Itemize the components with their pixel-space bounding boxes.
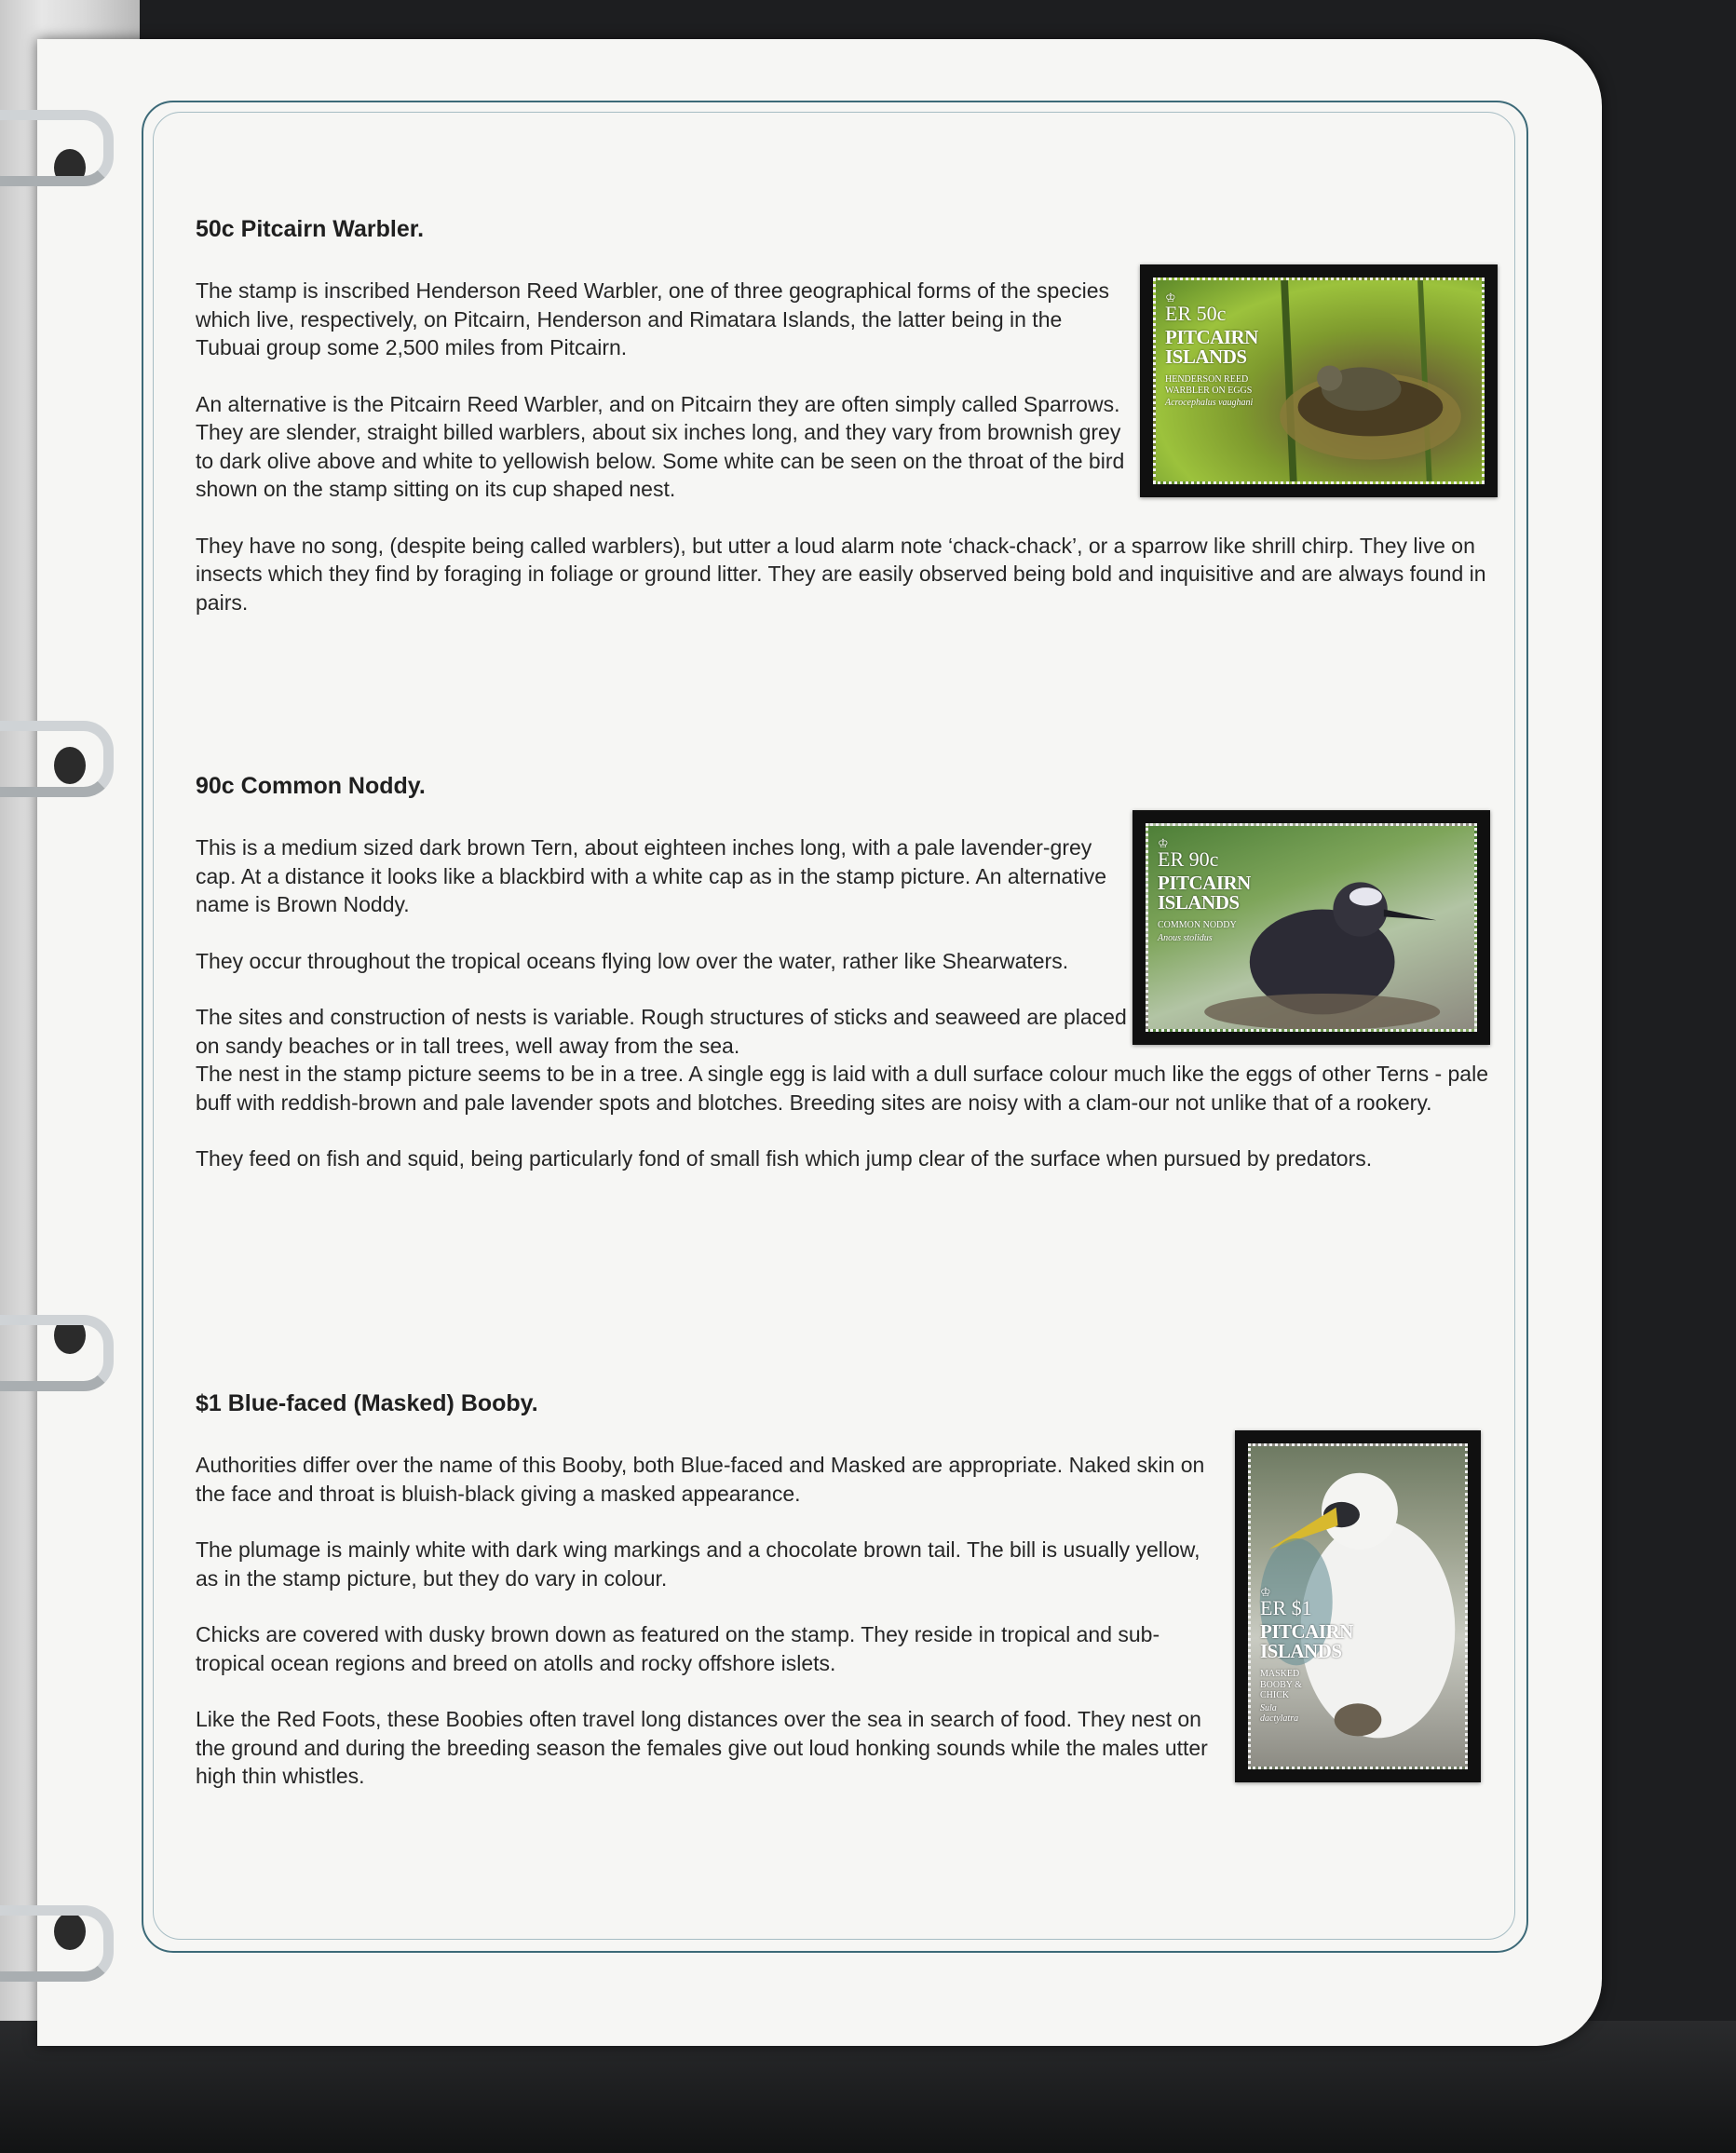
stamp-caption: COMMON NODDY [1158,920,1237,930]
paragraph: Like the Red Foots, these Boobies often travel long distances over the sea in search of food. They nest on the ground and during the breeding season the females give out loud honking sounds while the males utter high thin whistles. [196,1707,1208,1788]
stamp-warbler [1140,264,1498,497]
album-page [37,39,1602,2046]
paragraph: An alternative is the Pitcairn Reed Warbler, and on Pitcairn they are often simply called Sparrows. They are slender, straight billed warblers, about six inches long, and they vary from brownish grey to dark olive above and white to yellowish below. Some white can be seen on the throat of the bird shown on the stamp sitting on its cup shaped nest. [196,391,1125,501]
stamp-booby [1235,1430,1481,1782]
binder-ring [0,721,114,797]
binder-ring [0,110,114,186]
stamp-latin: Anous stolidus [1158,932,1213,943]
paragraph: Authorities differ over the name of this Booby, both Blue-faced and Masked are appropriate. Naked skin on the face and throat is bluish-black giving a masked appearance. [196,1453,1205,1506]
stamp-image [1153,278,1485,484]
stamp-country: PITCAIRN ISLANDS [1165,326,1258,368]
binder-ring [0,1315,114,1391]
stamp-latin: Acrocephalus vaughani [1165,398,1254,408]
section-title: 50c Pitcairn Warbler. [196,216,425,242]
binder-ring [0,1905,114,1982]
stamp-denomination: ER 50c [1165,302,1227,325]
paragraph: Chicks are covered with dusky brown down as featured on the stamp. They reside in tropical and sub-tropical ocean regions and breed on atolls and rocky offshore islets. [196,1622,1160,1675]
section-title: 90c Common Noddy. [196,773,426,799]
crown-icon: ♔ [1158,836,1169,850]
crown-icon: ♔ [1165,291,1176,305]
stamp-denomination: ER 90c [1158,847,1219,871]
stamp-country: PITCAIRN ISLANDS [1260,1620,1353,1662]
paragraph: They have no song, (despite being called warblers), but utter a loud alarm note ‘chack-chack’, or a sparrow like shrill chirp. They live on insects which they find by foraging in foliage or ground litter. They are easily observed being bold and inquisitive and are always found in pairs. [196,533,1486,615]
crown-icon: ♔ [1260,1585,1271,1599]
stamp-latin: Sula dactylatra [1260,1702,1299,1724]
stamp-denomination: ER $1 [1260,1596,1312,1619]
paragraph: The plumage is mainly white with dark wing markings and a chocolate brown tail. The bill is usually yellow, as in the stamp picture, but they do vary in colour. [196,1537,1200,1591]
stamp-caption: MASKED BOOBY & CHICK [1260,1669,1302,1700]
paragraph: They feed on fish and squid, being particularly fond of small fish which jump clear of the surface when pursued by predators. [196,1146,1373,1171]
stamp-image [1248,1443,1468,1769]
section-title: $1 Blue-faced (Masked) Booby. [196,1390,538,1416]
stamp-country: PITCAIRN ISLANDS [1158,872,1251,914]
paragraph: They occur throughout the tropical oceans flying low over the water, rather like Shearwaters. [196,948,1069,973]
paragraph: The stamp is inscribed Henderson Reed Warbler, one of three geographical forms of the species which live, respectively, on Pitcairn, Henderson and Rimatara Islands, the latter being in the Tubuai group some 2,500 miles from Pitcairn. [196,278,1109,359]
paragraph: The nest in the stamp picture seems to be in a tree. A single egg is laid with a dull surface colour much like the eggs of other Terns - pale buff with reddish-brown and pale lavender spots and blotches. Breeding sites are noisy with a clam-our not unlike that of a rookery. [196,1062,1488,1115]
stamp-caption: HENDERSON REED WARBLER ON EGGS [1165,374,1253,396]
stamp-noddy [1132,810,1490,1045]
stamp-image [1146,823,1477,1032]
paragraph: This is a medium sized dark brown Tern, about eighteen inches long, with a pale lavender-grey cap. At a distance it looks like a blackbird with a white cap as in the stamp picture. An alternative name is Brown Noddy. [196,835,1107,916]
paragraph: The sites and construction of nests is variable. Rough structures of sticks and seaweed are placed on sandy beaches or in tall trees, well away from the sea. [196,1005,1127,1058]
